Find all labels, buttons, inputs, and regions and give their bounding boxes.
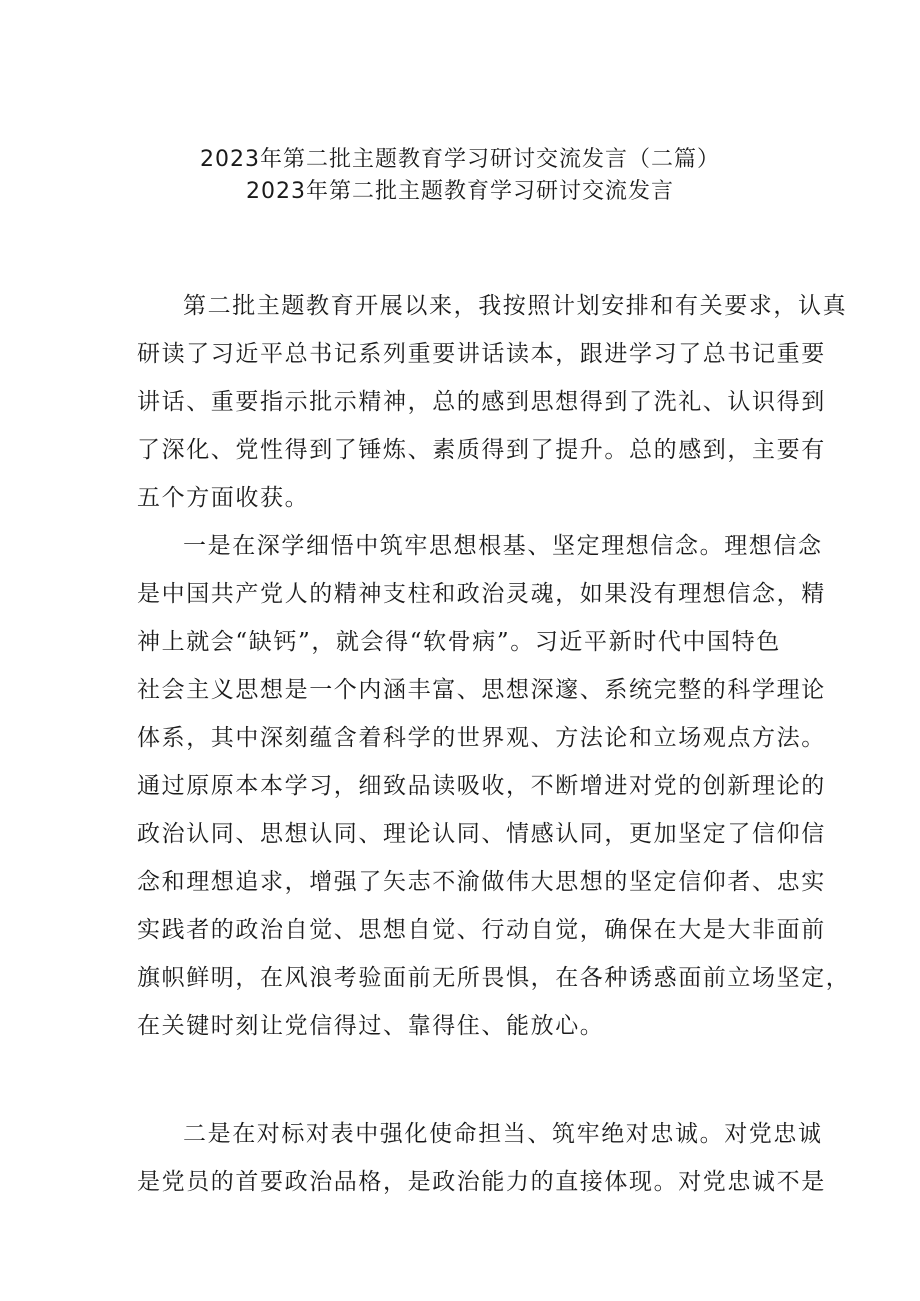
paragraph-line: 旗帜鲜明，在风浪考验面前无所畏惧，在各种诱惑面前立场坚定， [137, 965, 851, 991]
paragraph-line: 体系，其中深刻蕴含着科学的世界观、方法论和立场观点方法。 [137, 725, 826, 751]
paragraph-line: 通过原原本本学习，细致品读吸收，不断增进对党的创新理论的 [137, 773, 826, 799]
paragraph-line: 研读了习近平总书记系列重要讲话读本，跟进学习了总书记重要 [137, 341, 826, 367]
document-title-main: 2023年第二批主题教育学习研讨交流发言（二篇） [200, 147, 720, 172]
paragraph-line: 实践者的政治自觉、思想自觉、行动自觉，确保在大是大非面前 [137, 917, 826, 943]
paragraph-line: 念和理想追求，增强了矢志不渝做伟大思想的坚定信仰者、忠实 [137, 869, 826, 895]
paragraph-1 [137, 282, 848, 522]
paragraph-2 [137, 522, 851, 1050]
paragraph-line: 政治认同、思想认同、理论认同、情感认同，更加坚定了信仰信 [137, 821, 826, 847]
paragraph-line: 一是在深学细悟中筑牢思想根基、坚定理想信念。理想信念 [183, 533, 823, 559]
paragraph-line: 第二批主题教育开展以来，我按照计划安排和有关要求，认真 [183, 293, 848, 319]
paragraph-line: 社会主义思想是一个内涵丰富、思想深邃、系统完整的科学理论 [137, 677, 826, 703]
paragraph-line: 是中国共产党人的精神支柱和政治灵魂，如果没有理想信念，精 [137, 581, 826, 607]
paragraph-line: 了深化、党性得到了锤炼、素质得到了提升。总的感到，主要有 [137, 437, 826, 463]
document-title-block [0, 144, 920, 208]
paragraph-3 [137, 1110, 826, 1206]
paragraph-line: 讲话、重要指示批示精神，总的感到思想得到了洗礼、认识得到 [137, 389, 826, 415]
paragraph-line: 五个方面收获。 [137, 485, 310, 511]
document-title-sub: 2023年第二批主题教育学习研讨交流发言 [246, 179, 674, 204]
paragraph-line: 是党员的首要政治品格，是政治能力的直接体现。对党忠诚不是 [137, 1169, 826, 1195]
paragraph-line: 二是在对标对表中强化使命担当、筑牢绝对忠诚。对党忠诚 [183, 1121, 823, 1147]
paragraph-line: 神上就会“缺钙”，就会得“软骨病”。习近平新时代中国特色 [137, 629, 781, 655]
paragraph-line: 在关键时刻让党信得过、靠得住、能放心。 [137, 1013, 605, 1039]
